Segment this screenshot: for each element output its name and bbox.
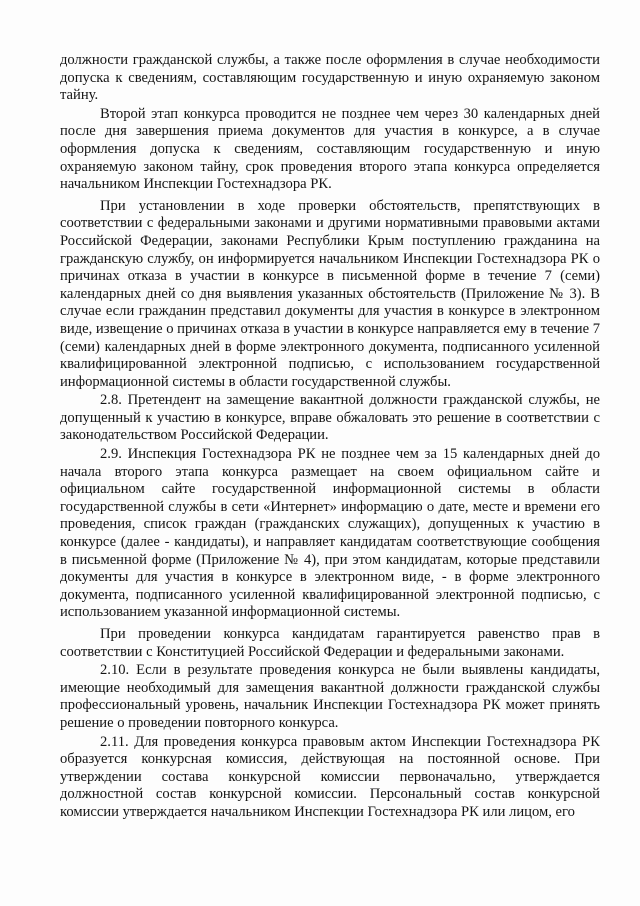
- paragraph-2-9: 2.9. Инспекция Гостехнадзора РК не позднее чем за 15 календарных дней до начала второго этапа конкурса размещает на своем официальном сайте и официальном сайте государственной информационной системы в области государственной службы в сети «Интернет» информацию о дате, месте и времени его проведения, список граждан (гражданских служащих), допущенных к участию в конкурсе (далее - кандидаты), и направляет кандидатам соответствующие сообщения в письменной форме (Приложение № 4), при этом кандидатам, которые представили документы для участия в конкурсе в электронном виде, - в форме электронного документа, подписанного усиленной квалифицированной электронной подписью, с использованием указанной информационной системы.: [60, 446, 600, 621]
- document-body: [60, 52, 600, 823]
- paragraph-obstacles: При установлении в ходе проверки обстоятельств, препятствующих в соответствии с федеральными законами и другими нормативными правовыми актами Российской Федерации, законами Республики Крым поступлению гражданина на гражданскую службу, он информируется начальником Инспекции Гостехнадзора РК о причинах отказа в участии в конкурсе в письменной форме в течение 7 (семи) календарных дней со дня выявления указанных обстоятельств (Приложение № 3). В случае если гражданин представил документы для участия в конкурсе в электронном виде, извещение о причинах отказа в участии в конкурсе направляется ему в течение 7 (семи) календарных дней в форме электронного документа, подписанного усиленной квалифицированной электронной подписью, с использованием государственной информационной системы в области государственной службы.: [60, 197, 601, 390]
- paragraph-equality: При проведении конкурса кандидатам гарантируется равенство прав в соответствии с Конституцией Российской Федерации и федеральными законами.: [60, 626, 600, 660]
- paragraph-continuation: должности гражданской службы, а также после оформления в случае необходимости допуска к сведениям, составляющим государственную и иную охраняемую законом тайну.: [60, 52, 600, 104]
- paragraph-2-11: 2.11. Для проведения конкурса правовым актом Инспекции Гостехнадзора РК образуется конкурсная комиссия, действующая на постоянной основе. При утверждении состава конкурсной комиссии первоначально, утверждается должностной состав конкурсной комиссии. Персональный состав конкурсной комиссии утверждается начальником Инспекции Гостехнадзора РК или лицом, его: [60, 733, 600, 820]
- paragraph-2-8: 2.8. Претендент на замещение вакантной должности гражданской службы, не допущенный к участию в конкурсе, вправе обжаловать это решение в соответствии с законодательством Российской Федерации.: [60, 392, 600, 444]
- paragraph-second-stage: Второй этап конкурса проводится не позднее чем через 30 календарных дней после дня завершения приема документов для участия в конкурсе, а в случае оформления допуска к сведениям, составляющим государственную и иную охраняемую законом тайну, срок проведения второго этапа конкурса определяется начальником Инспекции Гостехнадзора РК.: [60, 105, 600, 193]
- paragraph-2-10: 2.10. Если в результате проведения конкурса не были выявлены кандидаты, имеющие необходимый для замещения вакантной должности гражданской службы профессиональный уровень, начальник Инспекции Гостехнадзора РК может принять решение о проведении повторного конкурса.: [60, 662, 600, 731]
